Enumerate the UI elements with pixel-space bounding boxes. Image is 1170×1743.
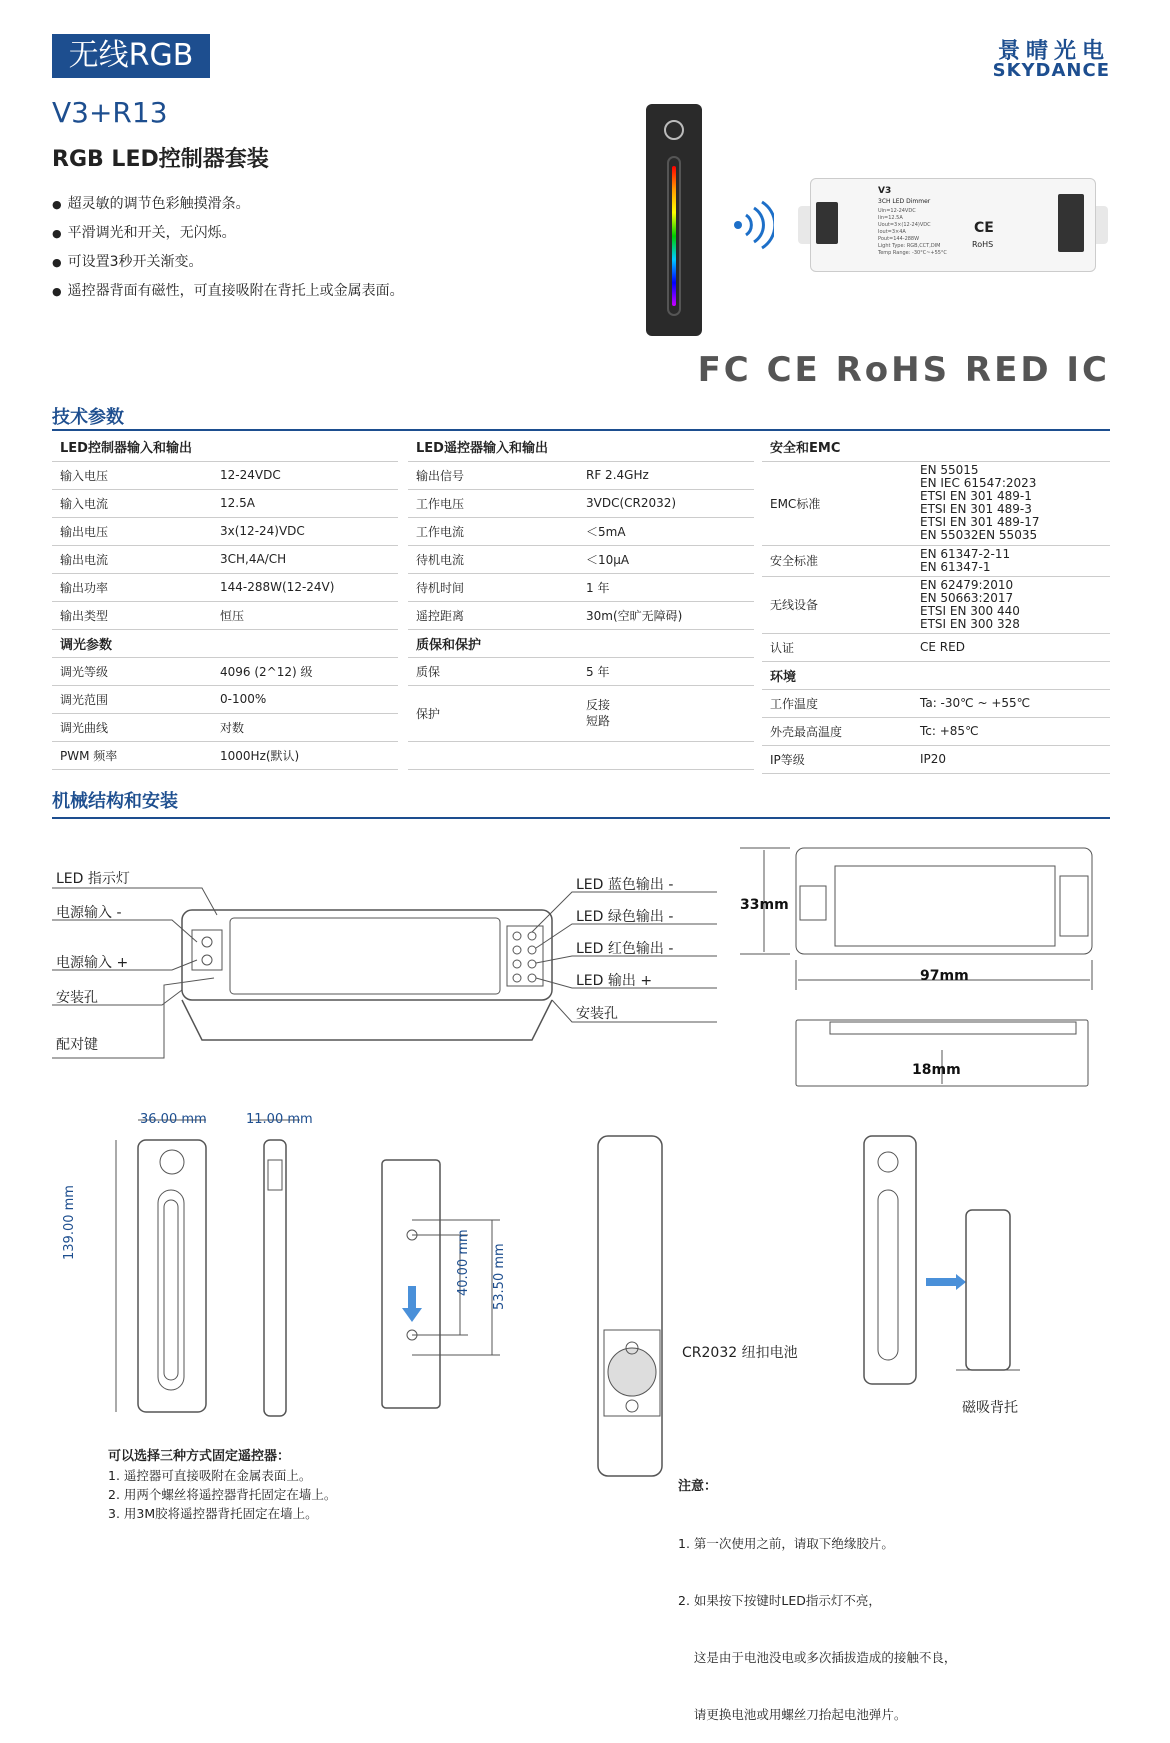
spec-table-safety (762, 433, 1110, 774)
table-row: 待机电流 ＜10μA (408, 545, 754, 573)
battery-label: CR2032 纽扣电池 (682, 1345, 798, 1361)
table-row: 调光等级 4096 (2^12) 级 (52, 657, 398, 685)
feature-item: ● 可设置3秒开关渐变。 (52, 248, 404, 277)
table-row (408, 741, 754, 769)
table-row: 输出类型 恒压 (52, 601, 398, 629)
table-row: 遥控距离 30m(空旷无障碍) (408, 601, 754, 629)
dim-remote-thickness: 11.00 mm (246, 1112, 313, 1127)
table-row: 调光范围 0-100% (52, 685, 398, 713)
callout-led-indicator: LED 指示灯 (56, 871, 130, 887)
callout-power-minus: 电源输入 - (56, 905, 122, 921)
section-divider (52, 429, 1110, 431)
callout-pair-key: 配对键 (56, 1037, 98, 1053)
dim-depth: 18mm (912, 1062, 961, 1078)
callout-blue-out: LED 蓝色输出 - (576, 877, 674, 893)
tech-section-title: 技术参数 (52, 407, 124, 428)
table-header: LED遥控器输入和输出 (408, 433, 754, 461)
input-terminal (816, 202, 838, 244)
power-button-icon (664, 120, 684, 140)
table-header: 调光参数 (52, 629, 398, 657)
dim-length: 97mm (920, 968, 969, 984)
table-row: 无线设备 EN 62479:2010 EN 50663:2017 ETSI EN 300 440 ETSI EN 300 328 (762, 576, 1110, 633)
label-specs: Uin=12-24VDC Iin=12.5A Uout=3×(12-24)VDC Iout=3×4A Pout=144-288W Light Type: RGB,CCT,DIM Temp Range: -30°C~+55°C (878, 208, 947, 256)
table-row: 调光曲线 对数 (52, 713, 398, 741)
attention-note: 注意： 1. 第一次使用之前，请取下绝缘胶片。 2. 如果按下按键时LED指示灯不亮， 这是由于电池没电或多次插拔造成的接触不良， 请更换电池或用螺丝刀抬起电池弹片。 (678, 1479, 957, 1722)
table-row: 保护 反接 短路 (408, 685, 754, 741)
table-row: 待机时间 1 年 (408, 573, 754, 601)
callout-green-out: LED 绿色输出 - (576, 909, 674, 925)
title-badge: 无线RGB (52, 34, 210, 78)
mech-section-title: 机械结构和安装 (52, 791, 178, 812)
table-row: 输出电流 3CH,4A/CH (52, 545, 398, 573)
table-row: 输入电压 12-24VDC (52, 461, 398, 489)
dim-holder-2: 53.50 mm (492, 1243, 507, 1310)
table-row: 工作电压 3VDC(CR2032) (408, 489, 754, 517)
holder-drawing (860, 1130, 1030, 1390)
callout-led-plus: LED 输出 + (576, 973, 653, 989)
battery-drawing (590, 1130, 690, 1490)
table-header: 安全和EMC (762, 433, 1110, 461)
table-row: 安全标准 EN 61347-2-11 EN 61347-1 (762, 545, 1110, 576)
table-row: 输入电流 12.5A (52, 489, 398, 517)
rohs-mark: RoHS (972, 240, 994, 249)
table-row: 工作温度 Ta: -30℃ ~ +55℃ (762, 689, 1110, 717)
feature-list (52, 190, 404, 306)
model-number: V3+R13 (52, 96, 168, 129)
dim-height: 33mm (740, 897, 789, 913)
holder-label: 磁吸背托 (962, 1400, 1018, 1416)
table-row: PWM 频率 1000Hz(默认) (52, 741, 398, 769)
table-header: 质保和保护 (408, 629, 754, 657)
controller-product-image (798, 176, 1108, 274)
dim-remote-width: 36.00 mm (140, 1112, 207, 1127)
wireless-signal-icon (730, 200, 774, 250)
callout-power-plus: 电源输入 + (56, 955, 129, 971)
ce-mark: CE (974, 220, 994, 236)
table-header: LED控制器输入和输出 (52, 433, 398, 461)
dim-remote-length: 139.00 mm (62, 1185, 77, 1260)
remote-product-image (646, 104, 702, 336)
certification-logos: FC CE RoHS RED IC (697, 350, 1110, 390)
dim-holder-1: 40.00 mm (456, 1229, 471, 1296)
callout-red-out: LED 红色输出 - (576, 941, 674, 957)
brand-name-cn: 景晴光电 (997, 39, 1110, 64)
table-row: 工作电流 ＜5mA (408, 517, 754, 545)
label-model: V3 (878, 186, 892, 196)
feature-item: ● 平滑调光和开关，无闪烁。 (52, 219, 404, 248)
table-row: 输出功率 144-288W(12-24V) (52, 573, 398, 601)
spec-table-controller (52, 433, 398, 770)
feature-item: ● 遥控器背面有磁性，可直接吸附在背托上或金属表面。 (52, 277, 404, 306)
callout-mount-hole-left: 安装孔 (56, 990, 98, 1006)
table-row: 输出信号 RF 2.4GHz (408, 461, 754, 489)
table-row: 输出电压 3x(12-24)VDC (52, 517, 398, 545)
output-terminal (1058, 194, 1084, 252)
table-row: 质保 5 年 (408, 657, 754, 685)
feature-item: ● 超灵敏的调节色彩触摸滑条。 (52, 190, 404, 219)
table-row: 认证 CE RED (762, 633, 1110, 661)
table-header: 环境 (762, 661, 1110, 689)
callout-mount-hole-right: 安装孔 (576, 1006, 618, 1022)
brand-name-en: SKYDANCE (992, 60, 1110, 81)
label-name: 3CH LED Dimmer (878, 198, 931, 205)
spec-table-remote (408, 433, 754, 770)
table-row: EMC标准 EN 55015 EN IEC 61547:2023 ETSI EN 301 489-1 ETSI EN 301 489-3 ETSI EN 301 489-17 EN 55032EN 55035 (762, 461, 1110, 545)
section-divider (52, 817, 1110, 819)
mount-note: 可以选择三种方式固定遥控器： 1. 遥控器可直接吸附在金属表面上。 2. 用两个螺丝将遥控器背托固定在墙上。 3. 用3M胶将遥控器背托固定在墙上。 (108, 1449, 337, 1521)
table-row: 外壳最高温度 Tc: +85℃ (762, 717, 1110, 745)
product-subtitle: RGB LED控制器套装 (52, 147, 269, 172)
color-slider-icon (667, 156, 681, 316)
table-row: IP等级 IP20 (762, 745, 1110, 773)
